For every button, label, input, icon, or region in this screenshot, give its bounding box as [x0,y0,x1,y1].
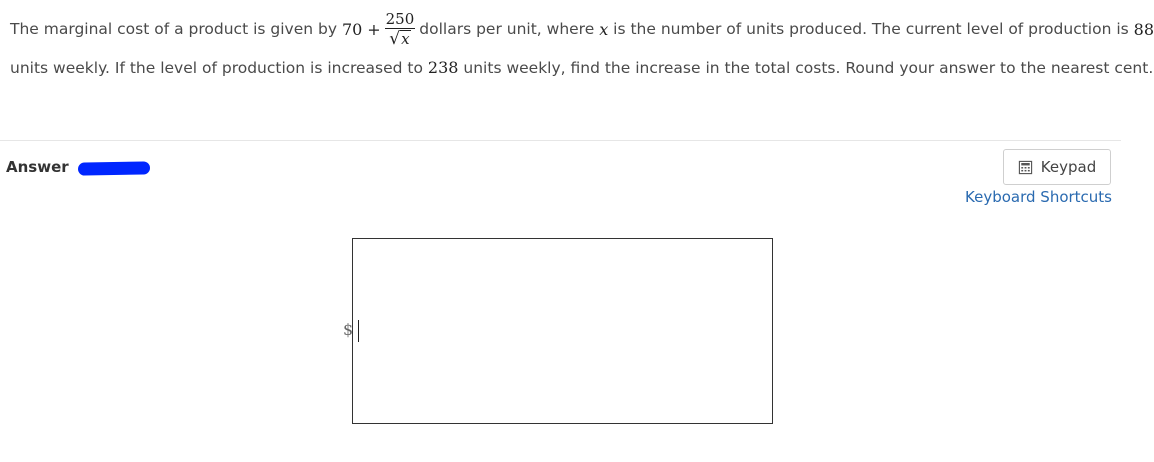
math-variable-x: x [599,19,609,39]
question-line-1 [10,6,1154,52]
math-constant: 70 [341,19,363,39]
answer-input-box[interactable] [352,238,773,424]
text-cursor [358,320,359,342]
question-prefix: The marginal cost of a product is given by [10,20,337,38]
redaction-mark [78,161,150,175]
question-line-2 [10,58,1153,77]
sqrt-symbol: √ [389,28,401,49]
new-level-value: 238 [427,58,459,77]
fraction-denominator [389,29,410,49]
question-line2-suffix: units weekly, find the increase in the total costs. Round your answer to the nearest cent. [463,59,1154,77]
math-plus: + [367,19,381,39]
current-level-value: 88 [1133,19,1154,39]
currency-symbol: $ [343,320,354,339]
keypad-button[interactable] [1003,149,1111,185]
section-divider [0,140,1121,141]
keyboard-shortcuts-link[interactable]: Keyboard Shortcuts [965,188,1112,206]
question-mid: dollars per unit, where [419,20,595,38]
calculator-icon [1018,160,1033,175]
question-suffix: is the number of units produced. The current level of production is [613,20,1129,38]
math-fraction [385,10,416,49]
question-line2-prefix: units weekly. If the level of production is increased to [10,59,423,77]
answer-label: Answer [6,158,69,176]
sqrt-variable: x [401,30,410,48]
keypad-label: Keypad [1040,158,1097,176]
fraction-numerator: 250 [385,9,415,28]
